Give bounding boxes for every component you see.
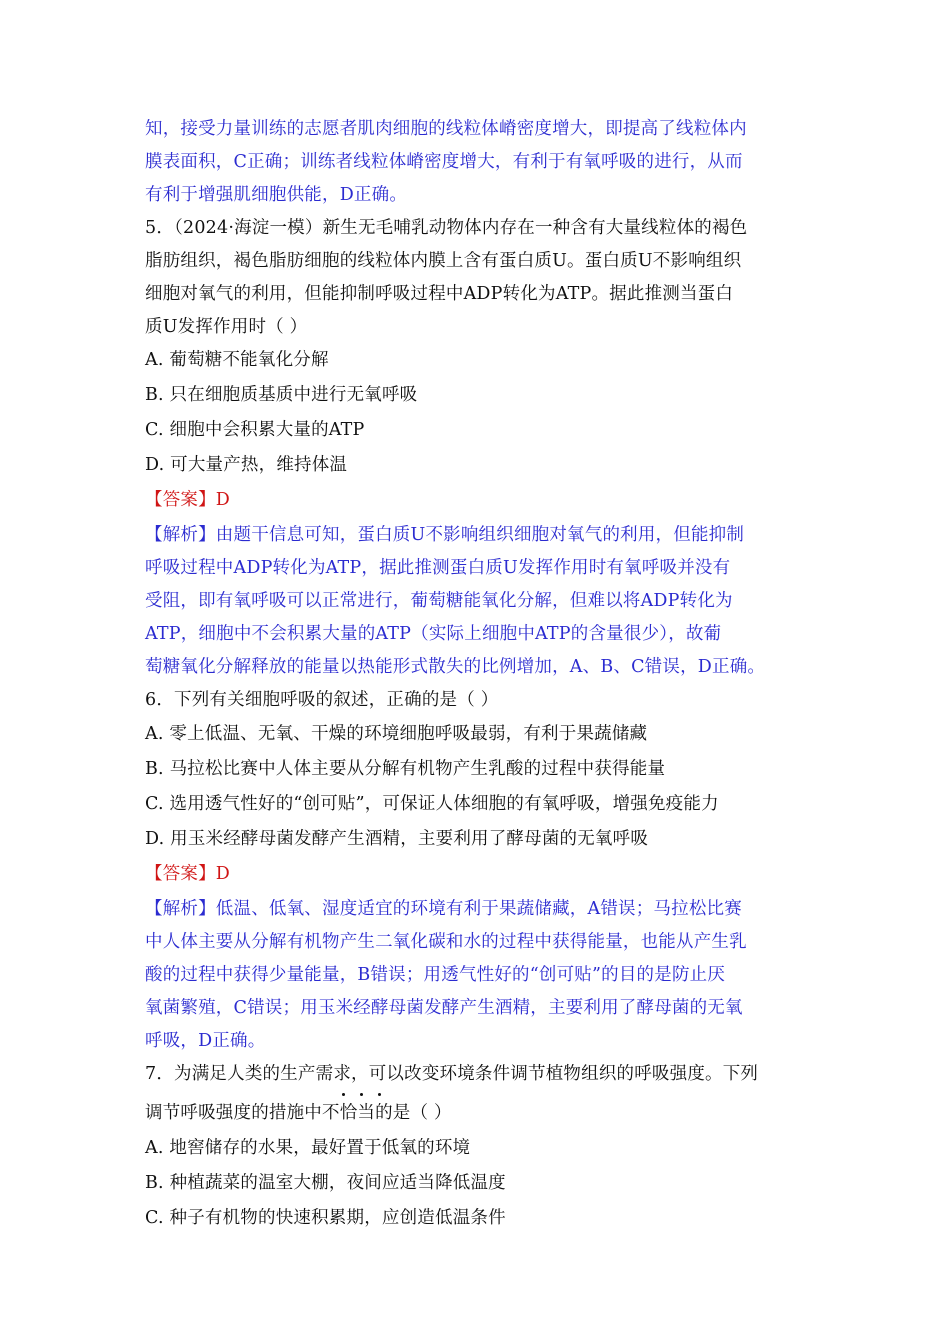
text-line: 调节呼吸强度的措施中不恰当的是（ ） <box>145 1103 452 1123</box>
emphasis-dot <box>342 1093 345 1096</box>
text-line: 7．为满足人类的生产需求，可以改变环境条件调节植物组织的呼吸强度。下列 <box>145 1064 759 1084</box>
text-line: 受阻，即有氧呼吸可以正常进行，葡萄糖能氧化分解，但难以将ADP转化为 <box>145 591 733 611</box>
text-line: 有利于增强肌细胞供能，D正确。 <box>145 185 408 205</box>
text-line: B. 只在细胞质基质中进行无氧呼吸 <box>145 385 418 405</box>
text-line: 细胞对氧气的利用，但能抑制呼吸过程中ADP转化为ATP。据此推测当蛋白 <box>145 284 734 304</box>
text-line: C. 选用透气性好的“创可贴”，可保证人体细胞的有氧呼吸，增强免疫能力 <box>145 794 719 814</box>
text-line: ATP，细胞中不会积累大量的ATP（实际上细胞中ATP的含量很少），故葡 <box>145 624 722 644</box>
text-line: 膜表面积，C正确；训练者线粒体嵴密度增大，有利于有氧呼吸的进行，从而 <box>145 152 743 172</box>
text-line: 6．下列有关细胞呼吸的叙述，正确的是（ ） <box>145 690 499 710</box>
text-line: 呼吸，D正确。 <box>145 1031 266 1051</box>
text-line: 氧菌繁殖，C错误；用玉米经酵母菌发酵产生酒精，主要利用了酵母菌的无氧 <box>145 998 743 1018</box>
text-line: A. 葡萄糖不能氧化分解 <box>145 350 329 370</box>
text-line: 呼吸过程中ADP转化为ATP，据此推测蛋白质U发挥作用时有氧呼吸并没有 <box>145 558 731 578</box>
text-line: 萄糖氧化分解释放的能量以热能形式散失的比例增加，A、B、C错误，D正确。 <box>145 657 766 677</box>
text-line: 质U发挥作用时（ ） <box>145 317 308 337</box>
text-line: D. 可大量产热，维持体温 <box>145 455 348 475</box>
text-line: 【答案】D <box>145 490 231 510</box>
emphasis-dot <box>378 1093 381 1096</box>
text-line: B. 种植蔬菜的温室大棚，夜间应适当降低温度 <box>145 1173 506 1193</box>
text-line: 5．（2024·海淀一模）新生无毛哺乳动物体内存在一种含有大量线粒体的褐色 <box>145 218 748 238</box>
text-line: 【答案】D <box>145 864 231 884</box>
emphasis-dots <box>341 1093 391 1099</box>
emphasis-dot <box>360 1093 363 1096</box>
text-line: A. 地窖储存的水果，最好置于低氧的环境 <box>145 1138 471 1158</box>
text-line: 【解析】低温、低氧、湿度适宜的环境有利于果蔬储藏，A错误；马拉松比赛 <box>145 899 742 919</box>
text-line: D. 用玉米经酵母菌发酵产生酒精，主要利用了酵母菌的无氧呼吸 <box>145 829 649 849</box>
text-line: B. 马拉松比赛中人体主要从分解有机物产生乳酸的过程中获得能量 <box>145 759 666 779</box>
text-line: A. 零上低温、无氧、干燥的环境细胞呼吸最弱，有利于果蔬储藏 <box>145 724 648 744</box>
text-line: C. 种子有机物的快速积累期，应创造低温条件 <box>145 1208 506 1228</box>
text-line: 知，接受力量训练的志愿者肌肉细胞的线粒体嵴密度增大，即提高了线粒体内 <box>145 119 747 139</box>
text-line: C. 细胞中会积累大量的ATP <box>145 420 365 440</box>
text-line: 脂肪组织，褐色脂肪细胞的线粒体内膜上含有蛋白质U。蛋白质U不影响组织 <box>145 251 742 271</box>
text-line: 中人体主要从分解有机物产生二氧化碳和水的过程中获得能量，也能从产生乳 <box>145 932 747 952</box>
text-line: 酸的过程中获得少量能量，B错误；用透气性好的“创可贴”的目的是防止厌 <box>145 965 726 985</box>
text-line: 【解析】由题干信息可知，蛋白质U不影响组织细胞对氧气的利用，但能抑制 <box>145 525 745 545</box>
